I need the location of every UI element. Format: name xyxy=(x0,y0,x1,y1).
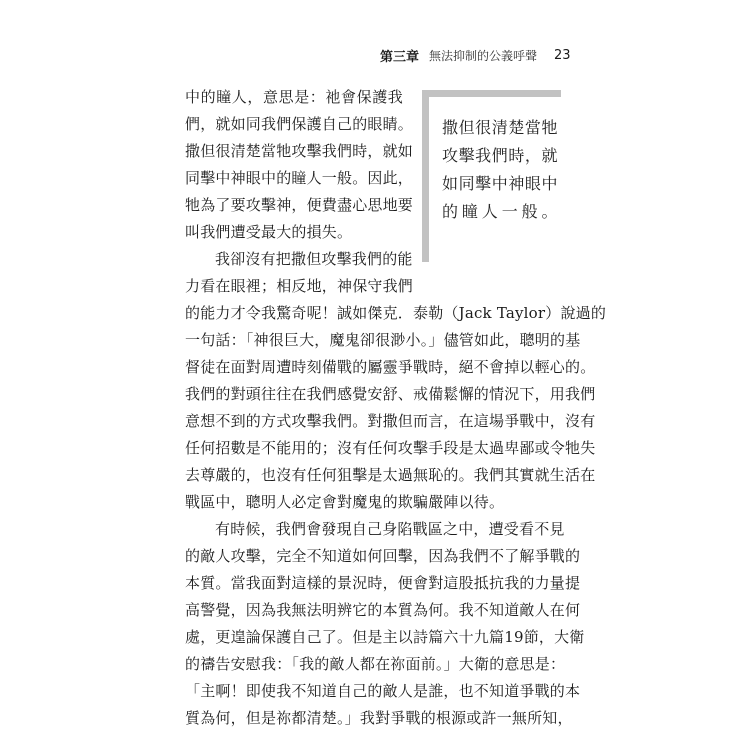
body-line: 叫我們遭受最大的損失。 xyxy=(185,223,353,241)
chapter-title: 無法抑制的公義呼聲 xyxy=(429,48,538,63)
body-line: 質為何，但是祢都清楚。」我對爭戰的根源或許一無所知， xyxy=(185,709,573,727)
body-line: 本質。當我面對這樣的景況時，便會對這股抵抗我的力量提 xyxy=(185,574,581,592)
body-line: 撒但很清楚當牠攻擊我們時，就如 xyxy=(185,142,414,160)
body-line: 意想不到的方式攻擊我們。對撒但而言，在這場爭戰中，沒有 xyxy=(185,412,596,430)
body-line: 的敵人攻擊，完全不知道如何回擊，因為我們不了解爭戰的 xyxy=(185,547,581,565)
body-line: 我們的對頭往往在我們感覺安舒、戒備鬆懈的情況下，用我們 xyxy=(185,385,596,403)
body-line: 去尊嚴的，也沒有任何狙擊是太過無恥的。我們其實就生活在 xyxy=(185,466,596,484)
body-line: 們，就如同我們保護自己的眼睛。 xyxy=(185,115,414,133)
body-line: 高警覺，因為我無法明辨它的本質為何。我不知道敵人在何 xyxy=(185,601,581,619)
running-header xyxy=(380,44,570,66)
body-line: 的能力才令我驚奇呢！誠如傑克．泰勒（Jack Taylor）說過的 xyxy=(185,304,607,322)
body-line: 同擊中神眼中的瞳人一般。因此， xyxy=(185,169,414,187)
body-line: 戰區中，聰明人必定會對魔鬼的欺騙嚴陣以待。 xyxy=(185,493,505,511)
body-line: 牠為了要攻擊神，便費盡心思地要 xyxy=(185,196,414,214)
pull-quote-text: 撒但很清楚當牠攻擊我們時，就如同擊中神眼中的瞳人一般。 xyxy=(442,118,558,221)
body-line: 任何招數是不能用的；沒有任何攻擊手段是太過卑鄙或令牠失 xyxy=(185,439,596,457)
body-line: 我卻沒有把撒但攻擊我們的能 xyxy=(215,250,413,268)
page-number: 23 xyxy=(554,47,571,63)
body-line: 的禱告安慰我：「我的敵人都在祢面前。」大衛的意思是： xyxy=(185,655,566,673)
pull-quote xyxy=(422,90,561,262)
pull-quote-left-bar xyxy=(422,90,429,262)
body-line: 處，更遑論保護自己了。但是主以詩篇六十九篇19節，大衛 xyxy=(185,628,585,646)
body-line: 督徒在面對周遭時刻備戰的屬靈爭戰時，絕不會掉以輕心的。 xyxy=(185,358,596,376)
body-line: 一句話：「神很巨大，魔鬼卻很渺小。」儘管如此，聰明的基 xyxy=(185,331,581,349)
chapter-label: 第三章 xyxy=(380,49,420,65)
body-line: 有時候，我們會發現自己身陷戰區之中，遭受看不見 xyxy=(215,520,565,538)
body-line: 力看在眼裡；相反地，神保守我們 xyxy=(185,277,414,295)
pull-quote-top-bar xyxy=(422,90,561,97)
body-line: 「主啊！即使我不知道自己的敵人是誰，也不知道爭戰的本 xyxy=(185,682,581,700)
body-line: 中的瞳人，意思是：祂會保護我 xyxy=(185,88,403,106)
